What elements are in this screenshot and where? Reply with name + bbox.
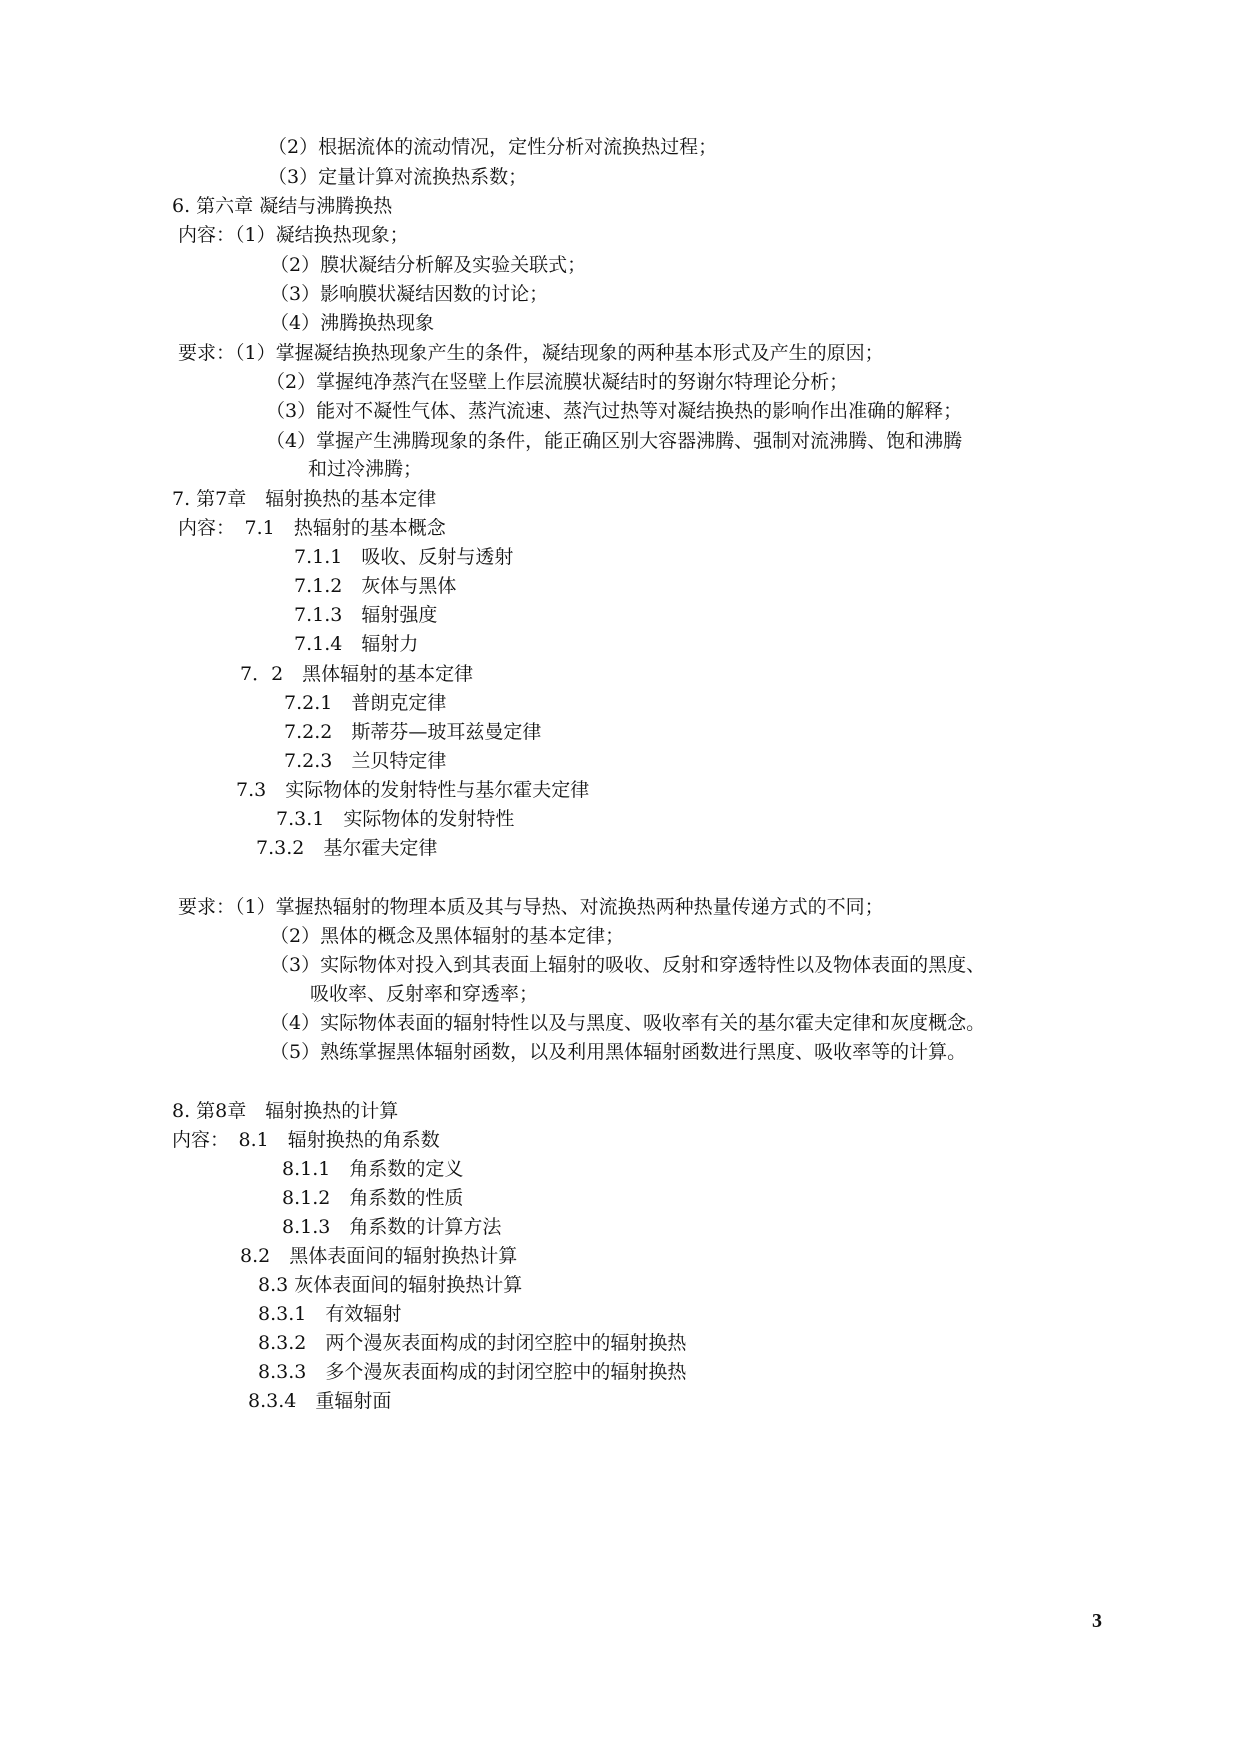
text-line: 8.2 黑体表面间的辐射换热计算 — [240, 1245, 518, 1267]
text-line: （3）实际物体对投入到其表面上辐射的吸收、反射和穿透特性以及物体表面的黑度、 — [270, 954, 986, 976]
text-line: 要求：（1）掌握热辐射的物理本质及其与导热、对流换热两种热量传递方式的不同； — [178, 896, 884, 918]
text-line: 7.2.2 斯蒂芬—玻耳兹曼定律 — [284, 721, 542, 743]
text-line: （5）熟练掌握黑体辐射函数，以及利用黑体辐射函数进行黑度、吸收率等的计算。 — [270, 1041, 967, 1063]
text-line: 7.1.3 辐射强度 — [294, 604, 438, 626]
text-line: （3）能对不凝性气体、蒸汽流速、蒸汽过热等对凝结换热的影响作出准确的解释； — [266, 400, 963, 422]
text-line: （2）膜状凝结分析解及实验关联式； — [270, 254, 587, 276]
text-line: 8.3.3 多个漫灰表面构成的封闭空腔中的辐射换热 — [258, 1361, 687, 1383]
text-line: （4）掌握产生沸腾现象的条件，能正确区别大容器沸腾、强制对流沸腾、饱和沸腾 — [266, 430, 963, 452]
text-line: （2）黑体的概念及黑体辐射的基本定律； — [270, 925, 625, 947]
text-line: （3）影响膜状凝结因数的讨论； — [270, 283, 549, 305]
text-line: 7.3 实际物体的发射特性与基尔霍夫定律 — [236, 779, 590, 801]
text-line: 内容：（1）凝结换热现象； — [178, 224, 409, 246]
text-line: 8.1.3 角系数的计算方法 — [282, 1216, 502, 1238]
text-line: 7.1.1 吸收、反射与透射 — [294, 546, 514, 568]
section-heading: 6. 第六章 凝结与沸腾换热 — [172, 195, 393, 217]
text-line: 7.2.1 普朗克定律 — [284, 692, 447, 714]
text-line: 7.2.3 兰贝特定律 — [284, 750, 447, 772]
text-line: 8.1.2 角系数的性质 — [282, 1187, 464, 1209]
text-line: （2）根据流体的流动情况，定性分析对流换热过程； — [268, 136, 718, 158]
text-line: 8.3 灰体表面间的辐射换热计算 — [258, 1274, 523, 1296]
text-line: （2）掌握纯净蒸汽在竖壁上作层流膜状凝结时的努谢尔特理论分析； — [266, 371, 849, 393]
page-number: 3 — [1092, 1610, 1102, 1632]
text-line: 内容： 8.1 辐射换热的角系数 — [172, 1129, 440, 1151]
section-heading: 8. 第8章 辐射换热的计算 — [172, 1100, 399, 1122]
text-line: 要求：（1）掌握凝结换热现象产生的条件，凝结现象的两种基本形式及产生的原因； — [178, 342, 884, 364]
text-line: 8.3.2 两个漫灰表面构成的封闭空腔中的辐射换热 — [258, 1332, 687, 1354]
text-line: （3）定量计算对流换热系数； — [268, 166, 528, 188]
text-line: 8.1.1 角系数的定义 — [282, 1158, 464, 1180]
section-heading: 7. 第7章 辐射换热的基本定律 — [172, 488, 437, 510]
text-line: （4）沸腾换热现象 — [270, 312, 435, 334]
text-line: 7.1.4 辐射力 — [294, 633, 419, 655]
text-line: 吸收率、反射率和穿透率； — [310, 983, 539, 1005]
text-line: 8.3.1 有效辐射 — [258, 1303, 402, 1325]
text-line: 7.3.2 基尔霍夫定律 — [256, 837, 438, 859]
text-line: 8.3.4 重辐射面 — [248, 1390, 392, 1412]
text-line: 7.1.2 灰体与黑体 — [294, 575, 457, 597]
text-line: 7．2 黑体辐射的基本定律 — [240, 663, 474, 685]
text-line: 和过冷沸腾； — [308, 458, 423, 480]
text-line: 7.3.1 实际物体的发射特性 — [276, 808, 515, 830]
text-line: 内容： 7.1 热辐射的基本概念 — [178, 517, 446, 539]
text-line: （4）实际物体表面的辐射特性以及与黑度、吸收率有关的基尔霍夫定律和灰度概念。 — [270, 1012, 986, 1034]
